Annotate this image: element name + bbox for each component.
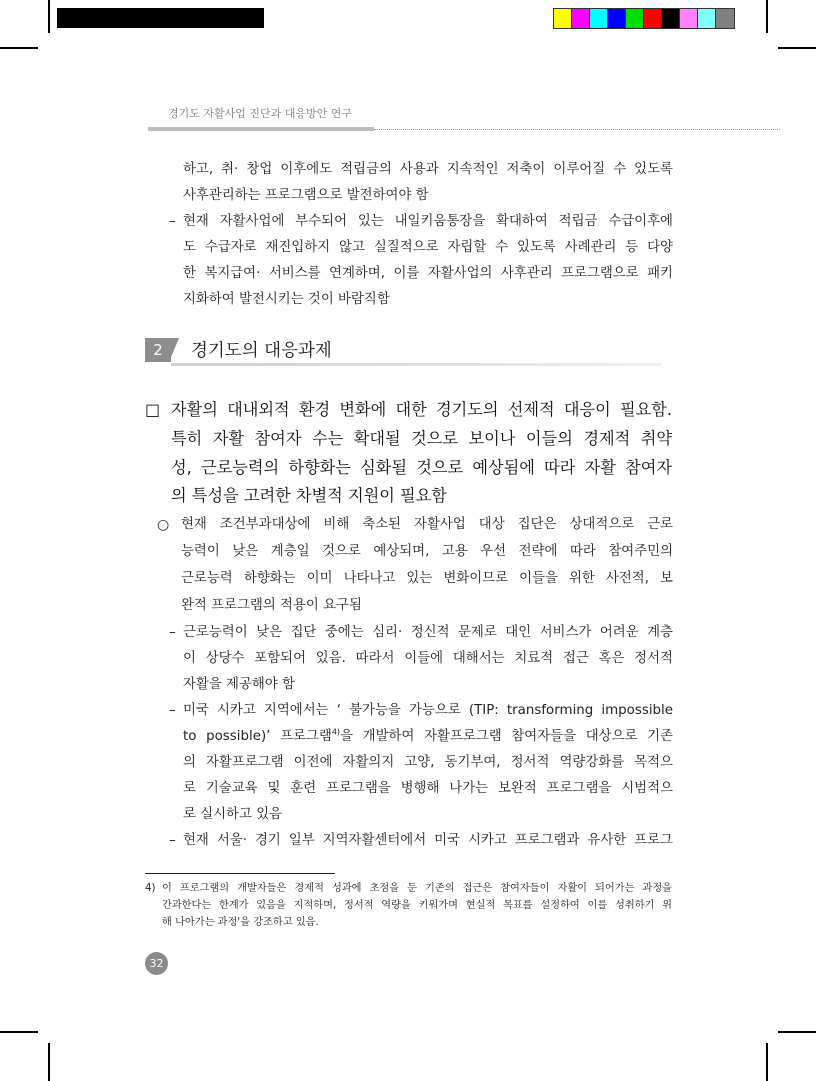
body-line: 하고, 취· 창업 이후에도 적립금의 사용과 지속적인 저축이 이루어질 수 있도록 xyxy=(183,162,673,177)
body-line: 자활을 제공해야 함 xyxy=(183,677,295,692)
printer-black-bar xyxy=(57,8,264,28)
page-number: 32 xyxy=(145,952,168,975)
body-line-with-footnote xyxy=(183,724,673,750)
body-line: 지화하여 발전시키는 것이 바람직함 xyxy=(183,292,390,307)
body-line: 근로능력이 낮은 집단 중에는 심리· 정신적 문제로 대인 서비스가 어려운 계층 xyxy=(183,625,673,640)
body-line: 미국 시카고 지역에서는 ‘ 불가능을 가능으로 (TIP: transforming impossible xyxy=(183,703,673,718)
sub-point-line: 능력이 낮은 계층일 것으로 예상되며, 고용 우선 전략에 따라 참여주민의 xyxy=(181,544,673,559)
main-point-line: 특히 자활 참여자 수는 확대될 것으로 보이나 이들의 경제적 취약 xyxy=(171,429,672,448)
crop-mark xyxy=(0,47,38,49)
sub-point-line: 현재 조건부과대상에 비해 축소된 자활사업 대상 집단은 상대적으로 근로 xyxy=(181,517,673,532)
crop-mark xyxy=(48,1043,50,1081)
body-line: 이 상당수 포함되어 있음. 따라서 이들에 대해서는 치료적 접근 혹은 정서적 xyxy=(183,651,673,666)
circle-bullet: ○ xyxy=(157,517,170,533)
color-swatch xyxy=(554,9,572,28)
crop-mark xyxy=(766,1043,768,1081)
section-number-tab xyxy=(169,338,179,362)
sub-point-line: 근로능력 하향화는 이미 나타나고 있는 변화이므로 이들을 위한 사전적, 보 xyxy=(181,571,673,586)
footnote-label: 4) xyxy=(145,883,156,894)
header-dotted-rule xyxy=(374,129,780,130)
body-line: 로 실시하고 있음 xyxy=(183,807,283,822)
color-swatch xyxy=(626,9,644,28)
color-swatch xyxy=(716,9,734,28)
section-title: 경기도의 대응과제 xyxy=(191,341,332,361)
color-swatch xyxy=(644,9,662,28)
color-swatch xyxy=(590,9,608,28)
dash-bullet: – xyxy=(169,833,176,848)
body-line: 한 복지급여· 서비스를 연계하며, 이를 자활사업의 사후관리 프로그램으로 패키 xyxy=(183,266,673,281)
color-swatch xyxy=(572,9,590,28)
section-underline xyxy=(171,363,661,366)
body-line: 의 자활프로그램 이전에 자활의지 고양, 동기부여, 정서적 역량강화를 목적으 xyxy=(183,755,673,770)
dash-bullet: – xyxy=(169,703,176,718)
sub-point-line: 완적 프로그램의 적용이 요구됨 xyxy=(181,598,362,613)
body-line: 현재 자활사업에 부수되어 있는 내일키움통장을 확대하여 적립금 수급이후에 xyxy=(183,214,673,229)
body-line: 현재 서울· 경기 일부 지역자활센터에서 미국 시카고 프로그램과 유사한 프로그 xyxy=(183,833,673,848)
crop-mark xyxy=(0,1031,38,1033)
dash-bullet: – xyxy=(169,214,176,229)
section-number: 2 xyxy=(145,338,171,362)
dash-bullet: – xyxy=(169,625,176,640)
text-segment: 을 개발하여 자활프로그램 참여자들을 대상으로 기존 xyxy=(340,729,673,744)
footnote-reference[interactable]: 4) xyxy=(331,727,341,737)
body-line: 로 기술교육 및 훈련 프로그램을 병행해 나가는 보완적 프로그램을 시범적으 xyxy=(183,781,673,796)
color-swatch xyxy=(680,9,698,28)
text-segment: to possible)’ 프로그램 xyxy=(183,729,332,744)
main-point-line: 성, 근로능력의 하향화는 심화될 것으로 예상됨에 따라 자활 참여자 xyxy=(171,458,672,477)
footnote-rule xyxy=(145,873,335,874)
footnote-line: 이 프로그램의 개발자들은 경제적 성과에 초점을 둔 기존의 접근은 참여자들이 자활이 되어가는 과정을 xyxy=(162,883,672,894)
color-swatch xyxy=(698,9,716,28)
crop-mark xyxy=(766,0,768,33)
color-swatch xyxy=(662,9,680,28)
body-line: 사후관리하는 프로그램으로 발전하여야 함 xyxy=(183,188,429,203)
crop-mark xyxy=(778,47,816,49)
color-swatch xyxy=(608,9,626,28)
square-bullet: □ xyxy=(145,400,161,419)
running-title: 경기도 자활사업 진단과 대응방안 연구 xyxy=(168,107,353,120)
footnote-line: 해 나아가는 과정'을 강조하고 있음. xyxy=(162,917,319,928)
crop-mark xyxy=(48,0,50,33)
main-point-line: 자활의 대내외적 환경 변화에 대한 경기도의 선제적 대응이 필요함. xyxy=(171,400,672,419)
crop-mark xyxy=(778,1031,816,1033)
footnote-line: 간과한다는 한계가 있음을 지적하며, 정서적 역량을 키워가며 현실적 목표를 설정하여 이를 성취하기 위 xyxy=(162,900,672,911)
main-point-line: 의 특성을 고려한 차별적 지원이 필요함 xyxy=(171,486,447,505)
color-calibration-bar xyxy=(553,8,735,29)
header-rule xyxy=(148,127,374,131)
body-line: 도 수급자로 재진입하지 않고 실질적으로 자립할 수 있도록 사례관리 등 다양 xyxy=(183,240,673,255)
